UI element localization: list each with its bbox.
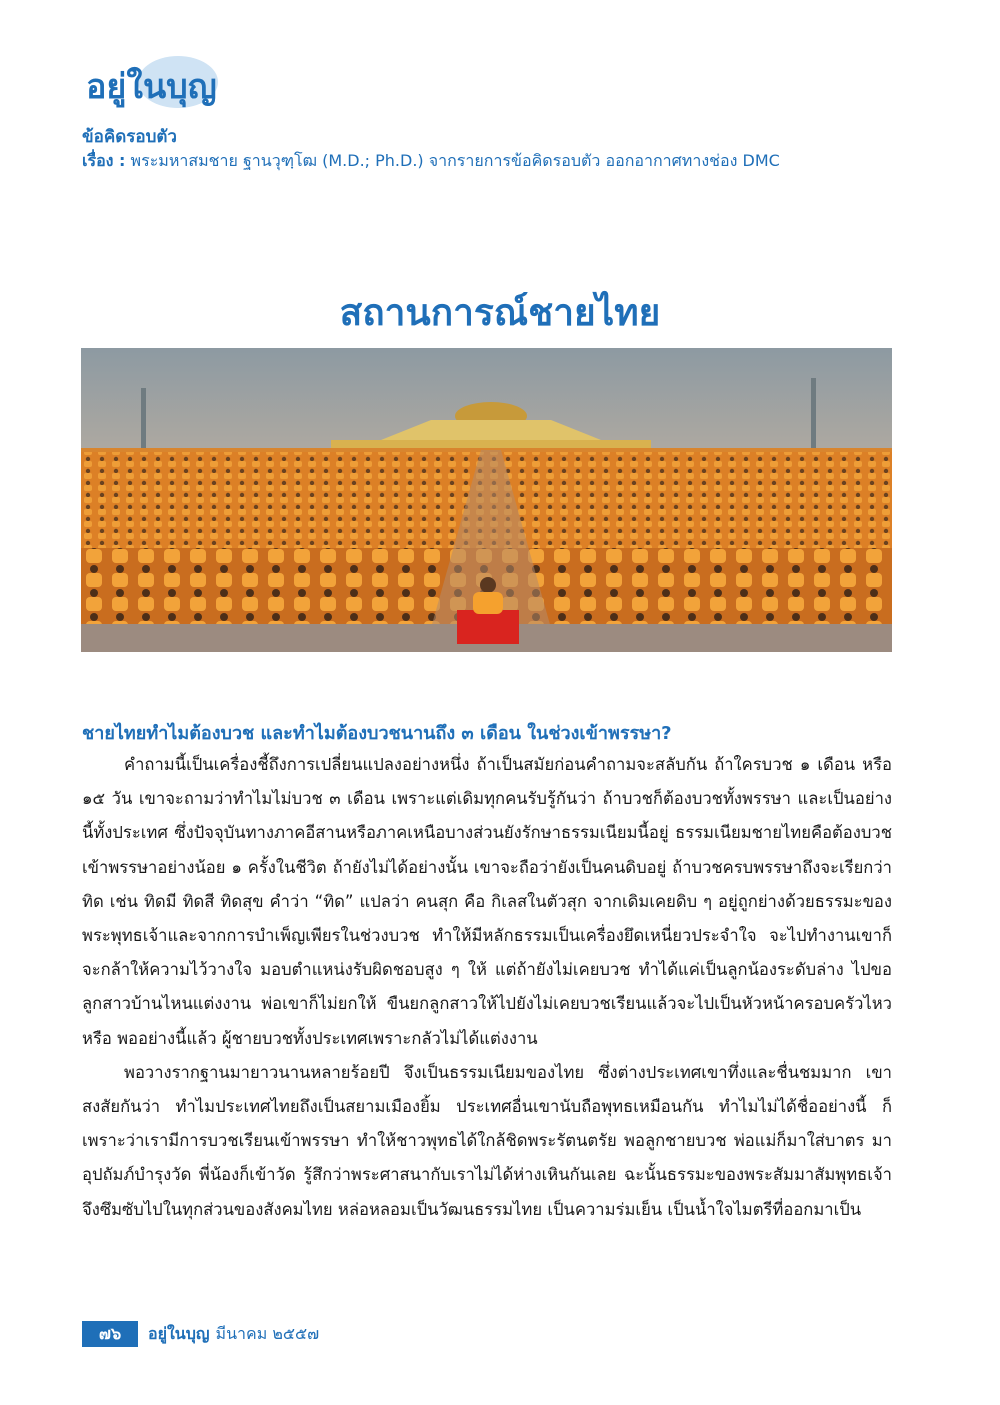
footer-issue: มีนาคม ๒๕๕๗ [215,1323,320,1343]
paragraph: คำถามนี้เป็นเครื่องชี้ถึงการเปลี่ยนแปลงอย่างหนึ่ง ถ้าเป็นสมัยก่อนคำถามจะสลับกัน ถ้าใครบวช ๑ เดือน หรือ ๑๕ วัน เขาจะถามว่าทำไมไม่บวช ๓ เดือน เพราะแต่เดิมทุกคนรับรู้กันว่า ถ้าบวชก็ต้องบวชทั้งพรรษา และเป็นอย่างนี้ทั้งประเทศ ซึ่งปัจจุบันทางภาคอีสานหรือภาคเหนือบางส่วนยังรักษาธรรมเนียมนี้อยู่ ธรรมเนียมชายไทยคือต้องบวชเข้าพรรษาอย่างน้อย ๑ ครั้งในชีวิต ถ้ายังไม่ได้อย่างนั้น เขาจะถือว่ายังเป็นคนดิบอยู่ ถ้าบวชครบพรรษาถึงจะเรียกว่า ทิด เช่น ทิดมี ทิดสี ทิดสุข คำว่า “ทิด” แปลว่า คนสุก คือ กิเลสในตัวสุก จากเดิมเคยดิบ ๆ อยู่ถูกย่างด้วยธรรมะของพระพุทธเจ้าและจากการบำเพ็ญเพียรในช่วงบวช ทำให้มีหลักธรรมเป็นเครื่องยึดเหนี่ยวประจำใจ จะไปทำงานเขาก็จะกล้าให้ความไว้วางใจ มอบตำแหน่งรับผิดชอบสูง ๆ ให้ แต่ถ้ายังไม่เคยบวช ทำได้แค่เป็นลูกน้องระดับล่าง ไปขอลูกสาวบ้านไหนแต่งงาน พ่อเขาก็ไม่ยกให้ ขืนยกลูกสาวให้ไปยังไม่เคยบวชเรียนแล้วจะไปเป็นหัวหน้าครอบครัวไหวหรือ พออย่างนี้แล้ว ผู้ชายบวชทั้งประเทศเพราะกลัวไม่ได้แต่งงาน [82,755,892,1048]
magazine-logo [80,52,220,120]
section-question: ชายไทยทำไมต้องบวช และทำไมต้องบวชนานถึง ๓ เดือน ในช่วงเข้าพรรษา? [82,723,672,744]
byline [82,149,780,174]
footer-magazine: อยู่ในบุญ [148,1323,210,1343]
article-body [82,748,892,1227]
section-name: ข้อคิดรอบตัว [82,127,177,147]
logo-text: อยู่ในบุญ [86,67,217,107]
byline-text: พระมหาสมชาย ฐานวุฑฺโฒ (M.D.; Ph.D.) จากรายการข้อคิดรอบตัว ออกอากาศทางช่อง DMC [130,151,780,170]
page-number: ๗๖ [82,1321,138,1347]
article-title: สถานการณ์ชายไทย [339,291,661,334]
page-footer [82,1321,319,1347]
article-photo [81,348,892,652]
byline-label: เรื่อง : [82,151,126,170]
paragraph: พอวางรากฐานมายาวนานหลายร้อยปี จึงเป็นธรรมเนียมของไทย ซึ่งต่างประเทศเขาทึ่งและชื่นชมมาก เขาสงสัยกันว่า ทำไมประเทศไทยถึงเป็นสยามเมืองยิ้ม ประเทศอื่นเขานับถือพุทธเหมือนกัน ทำไมไม่ได้ชื่ออย่างนี้ ก็เพราะว่าเรามีการบวชเรียนเข้าพรรษา ทำให้ชาวพุทธได้ใกล้ชิดพระรัตนตรัย พอลูกชายบวช พ่อแม่ก็มาใส่บาตร มาอุปถัมภ์บำรุงวัด พี่น้องก็เข้าวัด รู้สึกว่าพระศาสนากับเราไม่ได้ห่างเหินกันเลย ฉะนั้นธรรมะของพระสัมมาสัมพุทธเจ้าจึงซึมซับไปในทุกส่วนของสังคมไทย หล่อหลอมเป็นวัฒนธรรมไทย เป็นความร่มเย็น เป็นน้ำใจไมตรีที่ออกมาเป็น [82,1062,892,1219]
